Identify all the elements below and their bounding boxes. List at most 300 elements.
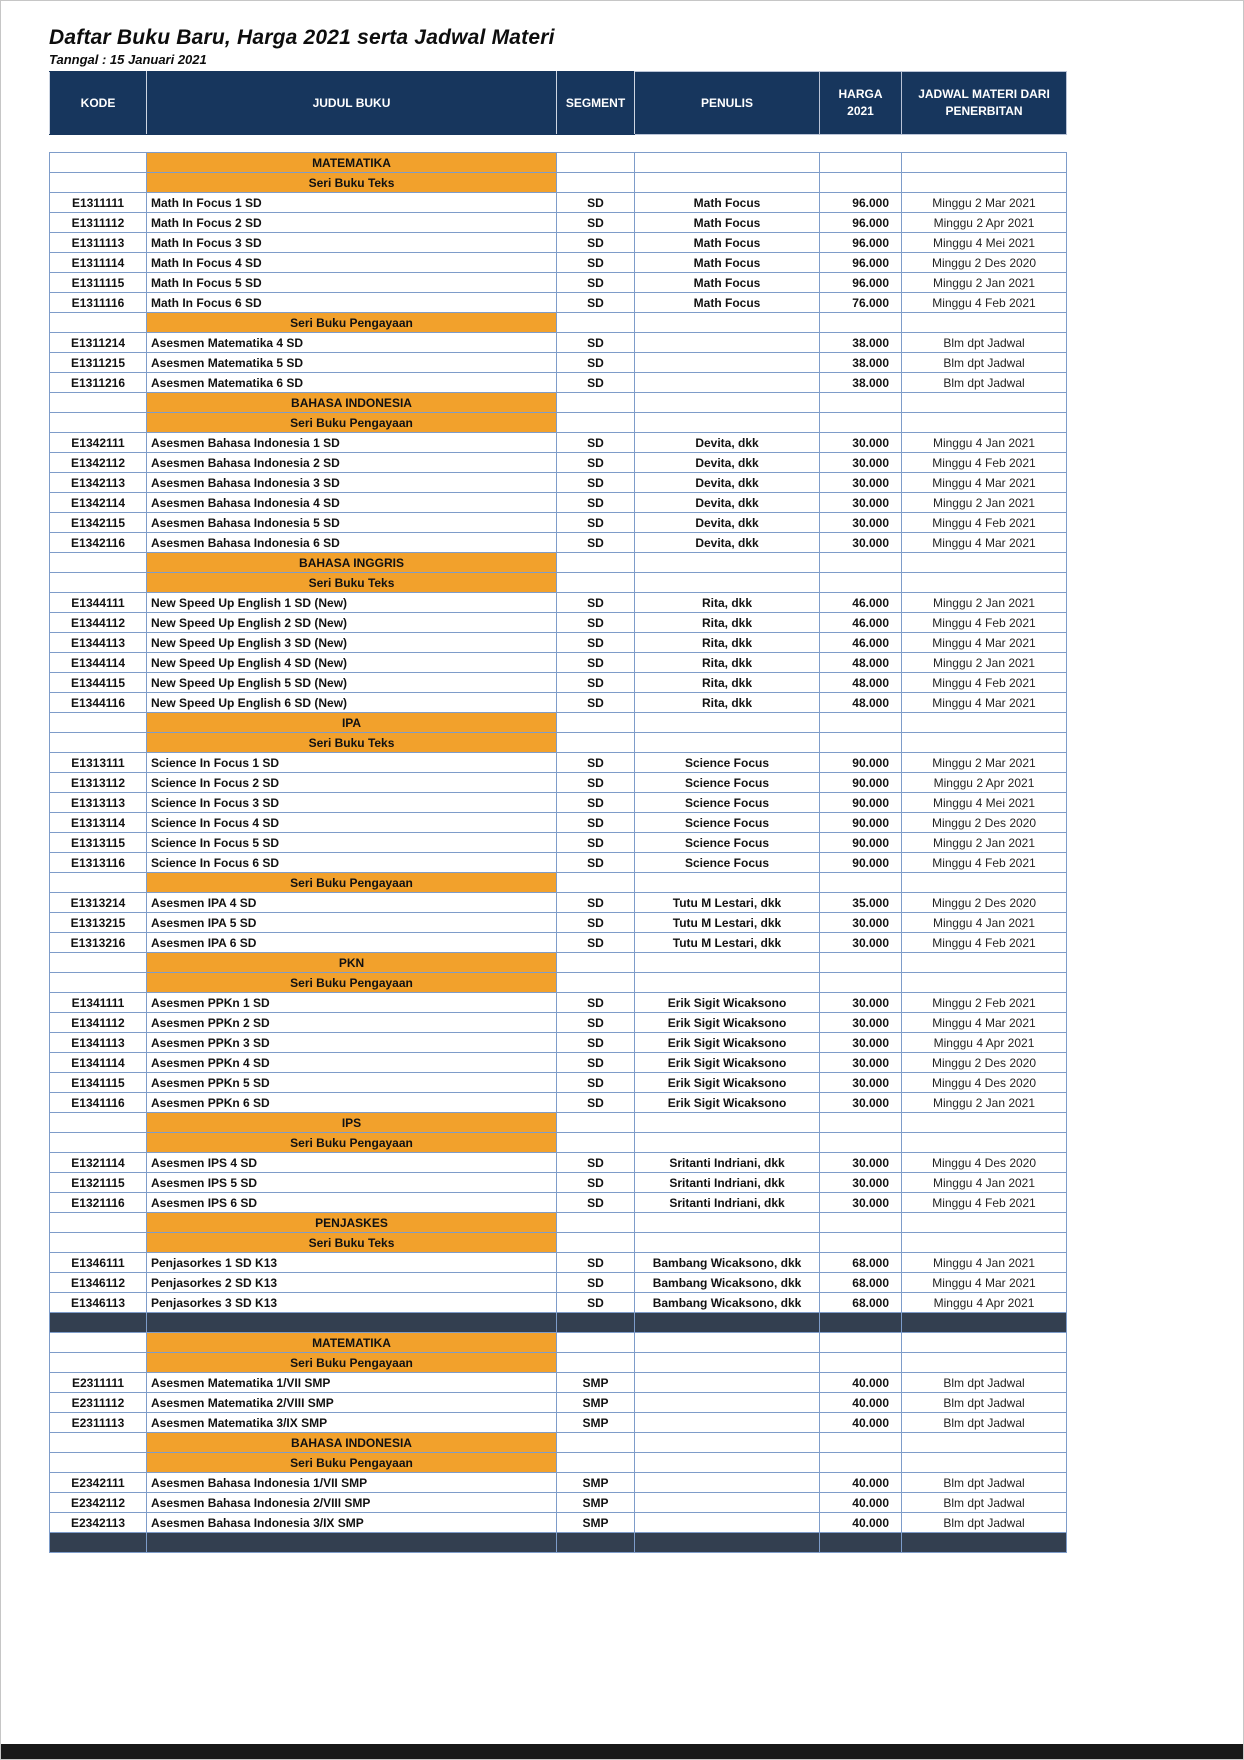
cell-segment-empty	[557, 1333, 635, 1353]
cell-harga-empty	[820, 393, 902, 413]
cell-penulis-empty	[635, 1333, 820, 1353]
cell-kode: E1344115	[50, 673, 147, 693]
cell-segment: SD	[557, 1033, 635, 1053]
cell-kode: E1341115	[50, 1073, 147, 1093]
cell-jadwal: Minggu 4 Mei 2021	[902, 793, 1067, 813]
cell-judul: Asesmen PPKn 1 SD	[147, 993, 557, 1013]
cell-jadwal: Minggu 2 Mar 2021	[902, 753, 1067, 773]
separator-cell-kode	[50, 1313, 147, 1333]
cell-segment: SD	[557, 613, 635, 633]
cell-jadwal: Blm dpt Jadwal	[902, 333, 1067, 353]
cell-harga: 40.000	[820, 1473, 902, 1493]
separator-cell-harga	[820, 1533, 902, 1553]
section-label: BAHASA INDONESIA	[147, 1433, 557, 1453]
cell-penulis-empty	[635, 1433, 820, 1453]
cell-segment-empty	[557, 1353, 635, 1373]
cell-jadwal-empty	[902, 953, 1067, 973]
cell-jadwal: Blm dpt Jadwal	[902, 353, 1067, 373]
cell-harga: 30.000	[820, 1193, 902, 1213]
cell-harga: 90.000	[820, 813, 902, 833]
cell-kode: E1342114	[50, 493, 147, 513]
cell-segment: SD	[557, 1153, 635, 1173]
cell-segment: SD	[557, 913, 635, 933]
cell-harga: 90.000	[820, 773, 902, 793]
cell-jadwal: Blm dpt Jadwal	[902, 1513, 1067, 1533]
cell-harga: 96.000	[820, 233, 902, 253]
cell-kode-empty	[50, 873, 147, 893]
cell-penulis-empty	[635, 1133, 820, 1153]
cell-harga-empty	[820, 413, 902, 433]
cell-kode-empty	[50, 713, 147, 733]
cell-judul: Asesmen IPS 6 SD	[147, 1193, 557, 1213]
cell-harga: 48.000	[820, 653, 902, 673]
cell-jadwal: Minggu 4 Jan 2021	[902, 1253, 1067, 1273]
book-row	[50, 773, 1067, 793]
cell-penulis-empty	[635, 573, 820, 593]
cell-penulis: Math Focus	[635, 273, 820, 293]
cell-harga: 76.000	[820, 293, 902, 313]
cell-judul: Science In Focus 4 SD	[147, 813, 557, 833]
cell-jadwal: Minggu 4 Mar 2021	[902, 473, 1067, 493]
cell-kode-empty	[50, 1433, 147, 1453]
cell-harga: 30.000	[820, 1033, 902, 1053]
subsection-label: Seri Buku Pengayaan	[147, 873, 557, 893]
cell-harga: 30.000	[820, 933, 902, 953]
cell-penulis-empty	[635, 1353, 820, 1373]
cell-jadwal-empty	[902, 573, 1067, 593]
cell-harga: 38.000	[820, 373, 902, 393]
cell-kode: E1321115	[50, 1173, 147, 1193]
cell-penulis-empty	[635, 393, 820, 413]
cell-segment: SD	[557, 493, 635, 513]
cell-segment: SD	[557, 273, 635, 293]
cell-jadwal: Minggu 4 Jan 2021	[902, 433, 1067, 453]
separator-cell-jadwal	[902, 1533, 1067, 1553]
cell-kode: E1313113	[50, 793, 147, 813]
cell-kode-empty	[50, 1453, 147, 1473]
section-row	[50, 1433, 1067, 1453]
book-row	[50, 353, 1067, 373]
cell-segment: SD	[557, 593, 635, 613]
subsection-row	[50, 1233, 1067, 1253]
window-bottom-bar	[1, 1744, 1243, 1759]
cell-harga-empty	[820, 953, 902, 973]
subsection-row	[50, 1353, 1067, 1373]
cell-judul: Asesmen PPKn 5 SD	[147, 1073, 557, 1093]
book-row	[50, 1493, 1067, 1513]
cell-judul: Math In Focus 3 SD	[147, 233, 557, 253]
cell-harga: 30.000	[820, 1013, 902, 1033]
cell-harga: 30.000	[820, 533, 902, 553]
cell-judul: Asesmen PPKn 4 SD	[147, 1053, 557, 1073]
section-row	[50, 1213, 1067, 1233]
cell-jadwal-empty	[902, 393, 1067, 413]
cell-kode: E2342111	[50, 1473, 147, 1493]
separator-cell-judul	[147, 1313, 557, 1333]
cell-kode: E1311214	[50, 333, 147, 353]
cell-judul: Science In Focus 3 SD	[147, 793, 557, 813]
cell-segment-empty	[557, 873, 635, 893]
book-row	[50, 673, 1067, 693]
cell-penulis-empty	[635, 1213, 820, 1233]
separator-cell-jadwal	[902, 1313, 1067, 1333]
book-row	[50, 993, 1067, 1013]
cell-jadwal: Minggu 4 Feb 2021	[902, 1193, 1067, 1213]
cell-penulis: Science Focus	[635, 773, 820, 793]
cell-kode: E1321116	[50, 1193, 147, 1213]
cell-jadwal: Minggu 4 Jan 2021	[902, 1173, 1067, 1193]
cell-jadwal: Minggu 4 Feb 2021	[902, 293, 1067, 313]
cell-penulis: Rita, dkk	[635, 593, 820, 613]
cell-penulis-empty	[635, 953, 820, 973]
cell-penulis-empty	[635, 873, 820, 893]
cell-segment-empty	[557, 713, 635, 733]
cell-penulis-empty	[635, 1453, 820, 1473]
cell-jadwal-empty	[902, 973, 1067, 993]
cell-harga: 68.000	[820, 1253, 902, 1273]
cell-penulis: Erik Sigit Wicaksono	[635, 993, 820, 1013]
cell-jadwal: Minggu 2 Jan 2021	[902, 593, 1067, 613]
cell-kode: E1346113	[50, 1293, 147, 1313]
cell-harga: 38.000	[820, 333, 902, 353]
cell-penulis: Science Focus	[635, 853, 820, 873]
cell-penulis: Math Focus	[635, 193, 820, 213]
cell-judul: Asesmen Matematika 6 SD	[147, 373, 557, 393]
page-content	[1, 1, 1243, 1553]
cell-segment: SD	[557, 473, 635, 493]
cell-kode: E1313115	[50, 833, 147, 853]
cell-penulis: Erik Sigit Wicaksono	[635, 1093, 820, 1113]
cell-harga: 90.000	[820, 833, 902, 853]
cell-segment-empty	[557, 413, 635, 433]
cell-penulis: Devita, dkk	[635, 453, 820, 473]
separator-cell-harga	[820, 1313, 902, 1333]
section-label: MATEMATIKA	[147, 1333, 557, 1353]
cell-jadwal-empty	[902, 1333, 1067, 1353]
cell-segment: SD	[557, 533, 635, 553]
cell-segment: SD	[557, 1173, 635, 1193]
cell-jadwal-empty	[902, 713, 1067, 733]
cell-kode: E1346112	[50, 1273, 147, 1293]
subsection-label: Seri Buku Teks	[147, 733, 557, 753]
cell-judul: Math In Focus 5 SD	[147, 273, 557, 293]
cell-harga: 30.000	[820, 1093, 902, 1113]
subsection-label: Seri Buku Pengayaan	[147, 1453, 557, 1473]
cell-judul: Penjasorkes 3 SD K13	[147, 1293, 557, 1313]
cell-harga: 46.000	[820, 593, 902, 613]
cell-segment: SD	[557, 633, 635, 653]
book-table-rows	[50, 153, 1067, 1553]
book-row	[50, 653, 1067, 673]
cell-penulis: Science Focus	[635, 833, 820, 853]
book-row	[50, 1013, 1067, 1033]
cell-jadwal: Minggu 4 Feb 2021	[902, 673, 1067, 693]
cell-penulis: Tutu M Lestari, dkk	[635, 913, 820, 933]
subsection-row	[50, 313, 1067, 333]
cell-harga: 30.000	[820, 913, 902, 933]
cell-judul: Asesmen Matematika 4 SD	[147, 333, 557, 353]
cell-segment: SD	[557, 753, 635, 773]
cell-harga-empty	[820, 713, 902, 733]
subsection-label: Seri Buku Pengayaan	[147, 973, 557, 993]
cell-judul: Asesmen IPA 5 SD	[147, 913, 557, 933]
cell-jadwal: Blm dpt Jadwal	[902, 1473, 1067, 1493]
cell-segment: SD	[557, 893, 635, 913]
book-row	[50, 1393, 1067, 1413]
cell-jadwal: Minggu 4 Mar 2021	[902, 1273, 1067, 1293]
cell-kode: E1313112	[50, 773, 147, 793]
cell-penulis: Science Focus	[635, 793, 820, 813]
book-row	[50, 233, 1067, 253]
cell-penulis-empty	[635, 173, 820, 193]
cell-harga: 40.000	[820, 1393, 902, 1413]
cell-kode: E1313214	[50, 893, 147, 913]
cell-segment-empty	[557, 173, 635, 193]
cell-kode: E2311113	[50, 1413, 147, 1433]
separator-cell-segment	[557, 1313, 635, 1333]
cell-judul: Asesmen Matematika 5 SD	[147, 353, 557, 373]
cell-penulis: Sritanti Indriani, dkk	[635, 1193, 820, 1213]
cell-penulis	[635, 373, 820, 393]
cell-jadwal: Minggu 2 Jan 2021	[902, 833, 1067, 853]
cell-judul: Asesmen PPKn 3 SD	[147, 1033, 557, 1053]
cell-judul: Math In Focus 4 SD	[147, 253, 557, 273]
cell-segment: SD	[557, 433, 635, 453]
book-row	[50, 813, 1067, 833]
cell-judul: Penjasorkes 2 SD K13	[147, 1273, 557, 1293]
cell-kode: E1311113	[50, 233, 147, 253]
cell-judul: New Speed Up English 4 SD (New)	[147, 653, 557, 673]
cell-harga-empty	[820, 1233, 902, 1253]
cell-segment-empty	[557, 733, 635, 753]
cell-judul: Science In Focus 6 SD	[147, 853, 557, 873]
cell-segment-empty	[557, 1213, 635, 1233]
subsection-row	[50, 973, 1067, 993]
cell-kode: E1313215	[50, 913, 147, 933]
cell-segment: SD	[557, 333, 635, 353]
cell-kode-empty	[50, 953, 147, 973]
cell-segment: SD	[557, 693, 635, 713]
cell-harga: 90.000	[820, 753, 902, 773]
cell-penulis: Rita, dkk	[635, 633, 820, 653]
cell-harga-empty	[820, 873, 902, 893]
cell-kode: E1313116	[50, 853, 147, 873]
cell-judul: Penjasorkes 1 SD K13	[147, 1253, 557, 1273]
cell-jadwal-empty	[902, 413, 1067, 433]
cell-jadwal: Minggu 4 Apr 2021	[902, 1293, 1067, 1313]
cell-judul: Asesmen IPA 4 SD	[147, 893, 557, 913]
section-label: MATEMATIKA	[147, 153, 557, 173]
book-row	[50, 853, 1067, 873]
subsection-label: Seri Buku Pengayaan	[147, 313, 557, 333]
cell-segment-empty	[557, 1233, 635, 1253]
cell-penulis-empty	[635, 1233, 820, 1253]
cell-jadwal-empty	[902, 1353, 1067, 1373]
cell-jadwal: Minggu 2 Des 2020	[902, 893, 1067, 913]
cell-penulis: Sritanti Indriani, dkk	[635, 1153, 820, 1173]
cell-kode: E1342111	[50, 433, 147, 453]
cell-penulis: Erik Sigit Wicaksono	[635, 1053, 820, 1073]
cell-harga: 30.000	[820, 513, 902, 533]
cell-judul: Asesmen Bahasa Indonesia 2 SD	[147, 453, 557, 473]
book-row	[50, 1073, 1067, 1093]
cell-jadwal: Minggu 2 Mar 2021	[902, 193, 1067, 213]
cell-jadwal: Minggu 4 Mar 2021	[902, 693, 1067, 713]
book-row	[50, 1033, 1067, 1053]
cell-kode: E1341111	[50, 993, 147, 1013]
cell-harga-empty	[820, 973, 902, 993]
cell-harga: 40.000	[820, 1373, 902, 1393]
separator-cell-judul	[147, 1533, 557, 1553]
cell-kode: E2342112	[50, 1493, 147, 1513]
book-row	[50, 493, 1067, 513]
cell-segment: SD	[557, 773, 635, 793]
section-label: BAHASA INDONESIA	[147, 393, 557, 413]
cell-kode: E1344116	[50, 693, 147, 713]
book-row	[50, 1093, 1067, 1113]
section-label: PKN	[147, 953, 557, 973]
cell-penulis: Devita, dkk	[635, 493, 820, 513]
cell-segment: SD	[557, 253, 635, 273]
cell-jadwal: Blm dpt Jadwal	[902, 1373, 1067, 1393]
cell-segment: SMP	[557, 1413, 635, 1433]
cell-jadwal-empty	[902, 1213, 1067, 1233]
cell-segment-empty	[557, 953, 635, 973]
cell-harga: 30.000	[820, 453, 902, 473]
cell-harga-empty	[820, 153, 902, 173]
cell-penulis: Math Focus	[635, 233, 820, 253]
cell-penulis	[635, 1493, 820, 1513]
cell-segment-empty	[557, 1113, 635, 1133]
cell-kode: E1342116	[50, 533, 147, 553]
cell-penulis	[635, 1473, 820, 1493]
cell-penulis-empty	[635, 733, 820, 753]
cell-penulis: Devita, dkk	[635, 473, 820, 493]
cell-kode: E1313111	[50, 753, 147, 773]
cell-kode: E1311111	[50, 193, 147, 213]
book-row	[50, 1153, 1067, 1173]
book-row	[50, 433, 1067, 453]
cell-judul: Asesmen Bahasa Indonesia 6 SD	[147, 533, 557, 553]
cell-kode-empty	[50, 1213, 147, 1233]
cell-segment-empty	[557, 393, 635, 413]
cell-harga-empty	[820, 1133, 902, 1153]
section-row	[50, 393, 1067, 413]
book-row	[50, 793, 1067, 813]
cell-penulis: Science Focus	[635, 813, 820, 833]
cell-kode: E1341113	[50, 1033, 147, 1053]
cell-kode: E1311112	[50, 213, 147, 233]
section-row	[50, 1113, 1067, 1133]
book-row	[50, 1273, 1067, 1293]
header-cell-harga: HARGA 2021	[820, 72, 902, 135]
cell-jadwal-empty	[902, 553, 1067, 573]
cell-penulis: Tutu M Lestari, dkk	[635, 933, 820, 953]
cell-kode: E1311114	[50, 253, 147, 273]
subsection-row	[50, 733, 1067, 753]
cell-penulis: Bambang Wicaksono, dkk	[635, 1273, 820, 1293]
cell-jadwal-empty	[902, 733, 1067, 753]
cell-judul: Asesmen Bahasa Indonesia 5 SD	[147, 513, 557, 533]
cell-penulis: Bambang Wicaksono, dkk	[635, 1253, 820, 1273]
cell-penulis: Devita, dkk	[635, 533, 820, 553]
book-row	[50, 1473, 1067, 1493]
cell-segment: SD	[557, 793, 635, 813]
cell-judul: Asesmen Bahasa Indonesia 1/VII SMP	[147, 1473, 557, 1493]
cell-kode-empty	[50, 1353, 147, 1373]
cell-jadwal: Minggu 2 Jan 2021	[902, 653, 1067, 673]
cell-judul: Asesmen Bahasa Indonesia 2/VIII SMP	[147, 1493, 557, 1513]
cell-judul: New Speed Up English 1 SD (New)	[147, 593, 557, 613]
cell-segment-empty	[557, 313, 635, 333]
cell-jadwal: Minggu 2 Des 2020	[902, 253, 1067, 273]
subsection-row	[50, 573, 1067, 593]
cell-jadwal: Blm dpt Jadwal	[902, 373, 1067, 393]
cell-harga: 30.000	[820, 493, 902, 513]
header-cell-kode: KODE	[50, 72, 147, 135]
cell-harga: 96.000	[820, 213, 902, 233]
cell-harga: 30.000	[820, 473, 902, 493]
book-row	[50, 253, 1067, 273]
cell-jadwal: Minggu 4 Mar 2021	[902, 1013, 1067, 1033]
cell-kode: E1346111	[50, 1253, 147, 1273]
cell-jadwal: Minggu 4 Feb 2021	[902, 933, 1067, 953]
separator-row	[50, 1533, 1067, 1553]
book-row	[50, 893, 1067, 913]
section-row	[50, 1333, 1067, 1353]
cell-judul: Asesmen Matematika 2/VIII SMP	[147, 1393, 557, 1413]
cell-penulis-empty	[635, 713, 820, 733]
section-label: IPS	[147, 1113, 557, 1133]
cell-segment: SD	[557, 213, 635, 233]
page-subtitle: Tanngal : 15 Januari 2021	[49, 52, 207, 67]
cell-segment: SD	[557, 1293, 635, 1313]
cell-kode: E1313216	[50, 933, 147, 953]
cell-kode-empty	[50, 1113, 147, 1133]
cell-jadwal: Minggu 2 Jan 2021	[902, 493, 1067, 513]
subsection-label: Seri Buku Pengayaan	[147, 413, 557, 433]
section-label: IPA	[147, 713, 557, 733]
cell-jadwal: Minggu 4 Apr 2021	[902, 1033, 1067, 1053]
cell-jadwal: Minggu 2 Des 2020	[902, 1053, 1067, 1073]
cell-jadwal: Minggu 2 Feb 2021	[902, 993, 1067, 1013]
cell-judul: Asesmen IPS 5 SD	[147, 1173, 557, 1193]
cell-jadwal: Minggu 2 Apr 2021	[902, 773, 1067, 793]
cell-jadwal: Minggu 2 Jan 2021	[902, 1093, 1067, 1113]
cell-judul: Asesmen Matematika 1/VII SMP	[147, 1373, 557, 1393]
cell-kode-empty	[50, 413, 147, 433]
cell-penulis-empty	[635, 553, 820, 573]
cell-jadwal-empty	[902, 1233, 1067, 1253]
cell-segment-empty	[557, 573, 635, 593]
cell-segment: SD	[557, 1273, 635, 1293]
cell-penulis: Math Focus	[635, 253, 820, 273]
cell-segment: SD	[557, 1073, 635, 1093]
cell-segment: SD	[557, 673, 635, 693]
cell-segment: SD	[557, 1053, 635, 1073]
page-title: Daftar Buku Baru, Harga 2021 serta Jadwal Materi	[49, 26, 555, 49]
cell-jadwal: Minggu 4 Mar 2021	[902, 533, 1067, 553]
cell-jadwal: Blm dpt Jadwal	[902, 1413, 1067, 1433]
cell-harga-empty	[820, 733, 902, 753]
cell-judul: Math In Focus 6 SD	[147, 293, 557, 313]
subsection-label: Seri Buku Pengayaan	[147, 1353, 557, 1373]
cell-segment: SD	[557, 293, 635, 313]
cell-jadwal-empty	[902, 1133, 1067, 1153]
cell-kode: E1311115	[50, 273, 147, 293]
book-row	[50, 533, 1067, 553]
cell-harga: 35.000	[820, 893, 902, 913]
